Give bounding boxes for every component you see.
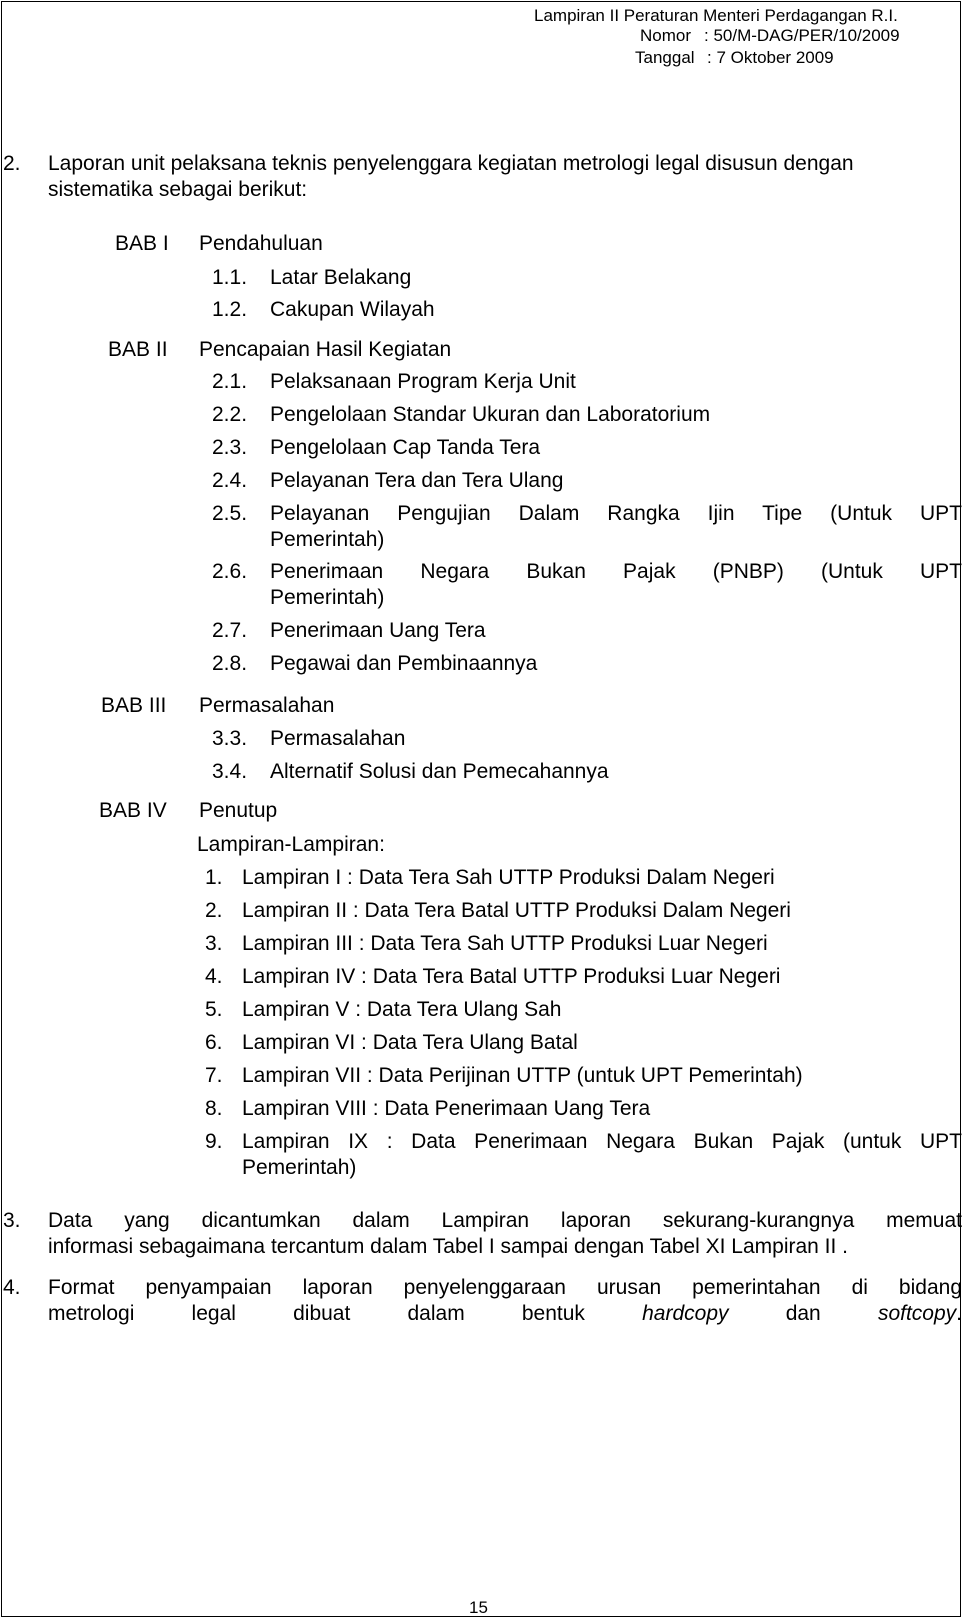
bab-1-item-text: Cakupan Wilayah	[270, 298, 435, 321]
header-line-1: Lampiran II Peraturan Menteri Perdagangan R.I.	[534, 6, 898, 25]
bab-4-label: BAB IV	[99, 799, 167, 822]
section-2-number: 2.	[3, 152, 21, 175]
bab-2-item-text: Penerimaan Negara Bukan Pajak (PNBP) (Untuk UPT	[270, 560, 962, 583]
header-nomor-label: Nomor	[640, 26, 692, 45]
bab-1-item-number: 1.1.	[212, 266, 248, 289]
lampiran-item-text: Lampiran I : Data Tera Sah UTTP Produksi Dalam Negeri	[242, 866, 775, 889]
bab-1-label: BAB I	[115, 232, 169, 255]
bab-2-item-text: Penerimaan Uang Tera	[270, 619, 486, 642]
section-4-number: 4.	[3, 1276, 21, 1299]
bab-2-item-text-continued: Pemerintah)	[270, 528, 385, 551]
header-tanggal-label: Tanggal	[635, 48, 695, 67]
bab-2-item-number: 2.5.	[212, 502, 248, 525]
bab-2-item-number: 2.1.	[212, 370, 248, 393]
bab-3-item-number: 3.3.	[212, 727, 248, 750]
section-4-period: .	[956, 1302, 962, 1325]
section-4-conjunction: dan	[785, 1302, 821, 1325]
bab-2-item-number: 2.2.	[212, 403, 248, 426]
lampiran-item-text: Lampiran VIII : Data Penerimaan Uang Tera	[242, 1097, 651, 1120]
bab-1-item-text: Latar Belakang	[270, 266, 412, 289]
document-page	[1, 1, 961, 1617]
bab-2-item-text: Pengelolaan Standar Ukuran dan Laboratorium	[270, 403, 711, 426]
bab-1-title: Pendahuluan	[199, 232, 323, 255]
header-nomor-value: : 50/M-DAG/PER/10/2009	[704, 26, 900, 45]
softcopy-group	[878, 1302, 962, 1325]
bab-2-title: Pencapaian Hasil Kegiatan	[199, 338, 452, 361]
section-4-line-1: Format penyampaian laporan penyelenggaraan urusan pemerintahan di bidang	[48, 1276, 962, 1299]
bab-2-item-text: Pengelolaan Cap Tanda Tera	[270, 436, 541, 459]
lampiran-item-text: Lampiran V : Data Tera Ulang Sah	[242, 998, 562, 1021]
lampiran-item-text: Lampiran VII : Data Perijinan UTTP (untuk UPT Pemerintah)	[242, 1064, 803, 1087]
bab-4-title: Penutup	[199, 799, 278, 822]
section-3-line-2: informasi sebagaimana tercantum dalam Tabel I sampai dengan Tabel XI Lampiran II .	[48, 1235, 849, 1258]
lampiran-item-number: 8.	[205, 1097, 223, 1120]
softcopy-term: softcopy	[877, 1302, 957, 1325]
bab-2-item-number: 2.6.	[212, 560, 248, 583]
bab-3-title: Permasalahan	[199, 694, 335, 717]
lampiran-item-text-continued: Pemerintah)	[242, 1156, 357, 1179]
lampiran-item-number: 3.	[205, 932, 223, 955]
bab-3-item-number: 3.4.	[212, 760, 248, 783]
lampiran-item-text: Lampiran II : Data Tera Batal UTTP Produksi Dalam Negeri	[242, 899, 791, 922]
lampiran-item-text: Lampiran IX : Data Penerimaan Negara Bukan Pajak (untuk UPT	[242, 1130, 962, 1153]
section-4-line-2	[48, 1302, 962, 1326]
lampiran-item-number: 9.	[205, 1130, 223, 1153]
bab-3-item-text: Permasalahan	[270, 727, 406, 750]
lampiran-item-number: 2.	[205, 899, 223, 922]
bab-2-item-number: 2.3.	[212, 436, 248, 459]
bab-2-item-text: Pegawai dan Pembinaannya	[270, 652, 538, 675]
bab-2-item-text: Pelayanan Pengujian Dalam Rangka Ijin Tipe (Untuk UPT	[270, 502, 962, 525]
bab-2-item-number: 2.4.	[212, 469, 248, 492]
lampiran-item-text: Lampiran VI : Data Tera Ulang Batal	[242, 1031, 578, 1054]
lampiran-item-number: 7.	[205, 1064, 223, 1087]
bab-3-label: BAB III	[101, 694, 167, 717]
lampiran-item-number: 5.	[205, 998, 223, 1021]
header-tanggal-value: : 7 Oktober 2009	[707, 48, 834, 67]
bab-2-item-text: Pelaksanaan Program Kerja Unit	[270, 370, 576, 393]
section-2-line-2: sistematika sebagai berikut:	[48, 178, 308, 201]
section-3-number: 3.	[3, 1209, 21, 1232]
bab-2-item-number: 2.8.	[212, 652, 248, 675]
section-4-line-2-text: metrologi legal dibuat dalam bentuk	[48, 1302, 585, 1325]
bab-2-item-text: Pelayanan Tera dan Tera Ulang	[270, 469, 564, 492]
section-2-line-1: Laporan unit pelaksana teknis penyelenggara kegiatan metrologi legal disusun dengan	[48, 152, 854, 175]
bab-2-label: BAB II	[108, 338, 168, 361]
bab-1-item-number: 1.2.	[212, 298, 248, 321]
lampiran-item-number: 6.	[205, 1031, 223, 1054]
bab-3-item-text: Alternatif Solusi dan Pemecahannya	[270, 760, 609, 783]
bab-2-item-number: 2.7.	[212, 619, 248, 642]
lampiran-item-number: 4.	[205, 965, 223, 988]
lampiran-item-text: Lampiran III : Data Tera Sah UTTP Produksi Luar Negeri	[242, 932, 768, 955]
page-number: 15	[469, 1598, 488, 1617]
lampiran-item-text: Lampiran IV : Data Tera Batal UTTP Produksi Luar Negeri	[242, 965, 781, 988]
bab-2-item-text-continued: Pemerintah)	[270, 586, 385, 609]
hardcopy-term: hardcopy	[642, 1302, 729, 1325]
lampiran-heading: Lampiran-Lampiran:	[197, 833, 385, 856]
lampiran-item-number: 1.	[205, 866, 223, 889]
section-3-line-1: Data yang dicantumkan dalam Lampiran laporan sekurang-kurangnya memuat	[48, 1209, 962, 1232]
